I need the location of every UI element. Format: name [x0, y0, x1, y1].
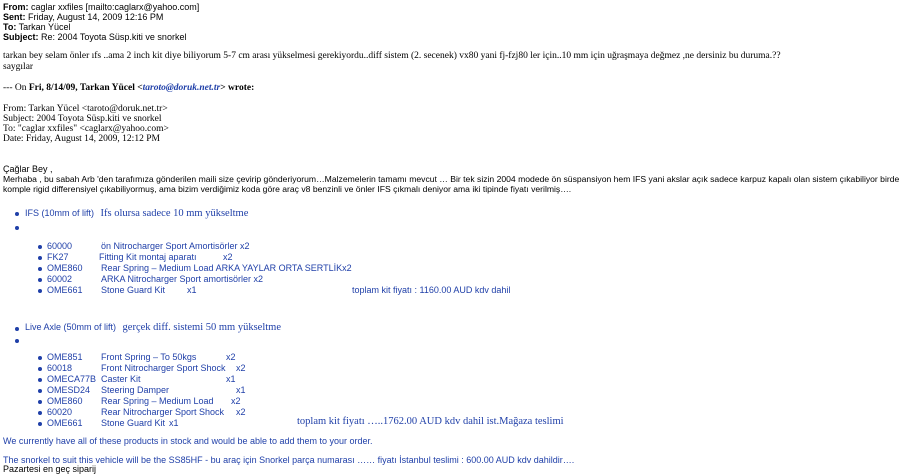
section2-item-qty: x2	[236, 363, 246, 373]
section1-item-qty: x2	[223, 252, 233, 262]
section2-item-qty: x2	[231, 396, 241, 406]
quoted-to: To: "caglar xxfiles" <caglarx@yahoo.com>	[3, 124, 169, 134]
bullet-icon	[38, 278, 42, 282]
quoted-date: Date: Friday, August 14, 2009, 12:12 PM	[3, 134, 160, 144]
bullet-icon	[38, 356, 42, 360]
section1-item-desc: Fitting Kit montaj aparatı	[99, 252, 197, 262]
bullet-icon	[38, 367, 42, 371]
section2-item-code: OME661	[47, 418, 83, 428]
bullet-icon	[38, 267, 42, 271]
section2-item-code: OMESD24	[47, 385, 91, 395]
greeting: Çağlar Bey ,	[3, 164, 53, 174]
section1-item-desc: ARKA Nitrocharger Sport amortisörler x2	[101, 274, 264, 284]
section1-item-code: FK27	[47, 252, 69, 262]
section1-item-code: OME860	[47, 263, 83, 273]
section1-title-large: Ifs olursa sadece 10 mm yükseltme	[100, 208, 249, 219]
to-label: To:	[3, 22, 17, 32]
section2-item-desc: Front Spring – To 50kgs	[101, 352, 197, 362]
subject-value: Re: 2004 Toyota Süsp.kiti ve snorkel	[41, 32, 187, 42]
to-value: Tarkan Yücel	[18, 22, 71, 32]
bullet-icon	[38, 422, 42, 426]
section1-item-qty: x1	[187, 285, 197, 295]
section2-item-qty: x2	[226, 352, 236, 362]
bullet-icon	[15, 212, 19, 216]
from-label: From:	[3, 2, 29, 12]
section2-total: toplam kit fiyatı …..1762.00 AUD kdv dahil ist.Mağaza teslimi	[297, 416, 564, 427]
section2-title-large: gerçek diff. sistemi 50 mm yükseltme	[122, 322, 281, 333]
section1-title	[25, 208, 248, 219]
section2-item-code: OME860	[47, 396, 83, 406]
section2-item-code: 60020	[47, 407, 73, 417]
section2-item-desc: Front Nitrocharger Sport Shock	[101, 363, 226, 373]
bullet-icon	[38, 389, 42, 393]
section1-total: toplam kit fiyatı : 1160.00 AUD kdv dahil	[352, 285, 511, 295]
section1-item-code: 60000	[47, 241, 73, 251]
bullet-icon	[38, 245, 42, 249]
bullet-icon	[38, 289, 42, 293]
bullet-icon	[15, 339, 19, 343]
sent-value: Friday, August 14, 2009 12:16 PM	[28, 12, 164, 22]
body-para-2: komple rigid differensiyel çıkabiliyormuş, ama bizim verdiğimiz koda göre araç v8 benzinli ve önler IFS çıkmalı deniyor ama iki tipinde fiyatı verilmiş….	[3, 184, 572, 194]
section2-item-qty: x1	[169, 418, 179, 428]
snorkel-note: The snorkel to suit this vehicle will be the SS85HF - bu araç için Snorkel parça numarası …… fiyatı İstanbul teslimi : 600.00 AUD kdv dahildir….	[3, 455, 575, 465]
section1-item-desc: Stone Guard Kit	[101, 285, 166, 295]
section2-item-desc: Caster Kit	[101, 374, 141, 384]
section1-title-small: IFS (10mm of lift)	[25, 208, 95, 218]
section2-title	[25, 322, 281, 333]
bullet-icon	[15, 226, 19, 230]
bullet-icon	[38, 256, 42, 260]
quoted-subject: Subject: 2004 Toyota Süsp.kiti ve snorkel	[3, 114, 162, 124]
section1-item-desc: Rear Spring – Medium Load ARKA YAYLAR ORTA SERTLİKx2	[101, 263, 352, 273]
section1-item-code: 60002	[47, 274, 73, 284]
section2-title-small: Live Axle (50mm of lift)	[25, 322, 117, 332]
closing-note: Pazartesi en geç siparij	[3, 464, 97, 474]
section2-item-qty: x1	[236, 385, 246, 395]
section1-item-desc: ön Nitrocharger Sport Amortisörler x2	[101, 241, 250, 251]
subject-label: Subject:	[3, 32, 39, 42]
bullet-icon	[38, 411, 42, 415]
quote-prefix: --- On	[3, 83, 29, 93]
section2-item-desc: Rear Nitrocharger Sport Shock	[101, 407, 225, 417]
reply-line-2: saygılar	[3, 62, 34, 72]
section1-item-code: OME661	[47, 285, 83, 295]
section2-item-code: 60018	[47, 363, 73, 373]
quote-intro	[3, 83, 254, 94]
section2-item-desc: Steering Damper	[101, 385, 170, 395]
section2-item-code: OME851	[47, 352, 83, 362]
bullet-icon	[38, 400, 42, 404]
stock-note: We currently have all of these products in stock and would be able to add them to your order.	[3, 436, 373, 446]
section2-item-desc: Stone Guard Kit	[101, 418, 166, 428]
quote-email-link[interactable]: taroto@doruk.net.tr	[142, 83, 221, 93]
section2-item-desc: Rear Spring – Medium Load	[101, 396, 214, 406]
section2-item-qty: x1	[226, 374, 236, 384]
quote-suffix: > wrote:	[220, 83, 255, 93]
body-para-1: Merhaba , bu sabah Arb 'den tarafımıza gönderilen maili size çevirip gönderiyorum…Malzemelerin tamamı mevcut … Bir tek sizin 2004 modede ön süspansiyon hem IFS yani akslar açık sadece karpuz kapalı olan sistem çıkabiliyor birde	[3, 174, 899, 184]
bullet-icon	[15, 327, 19, 331]
reply-line-1: tarkan bey selam önler ıfs ..ama 2 inch kit diye biliyorum 5-7 cm arası yükselmesi gerekiyordu..diff sistem (2. secenek) vx80 yani fj-fzj80 ler için..10 mm için uğraşmaya değmez ,ne dersiniz bu duruma.??	[3, 51, 781, 61]
section2-item-code: OMECA77B	[47, 374, 97, 384]
section2-item-qty: x2	[236, 407, 246, 417]
from-value: caglar xxfiles [mailto:caglarx@yahoo.com]	[31, 2, 200, 12]
header-subject	[3, 32, 186, 43]
quoted-from: From: Tarkan Yücel <taroto@doruk.net.tr>	[3, 104, 168, 114]
bullet-icon	[38, 378, 42, 382]
quote-date: Fri, 8/14/09, Tarkan Yücel <	[28, 83, 143, 93]
sent-label: Sent:	[3, 12, 26, 22]
